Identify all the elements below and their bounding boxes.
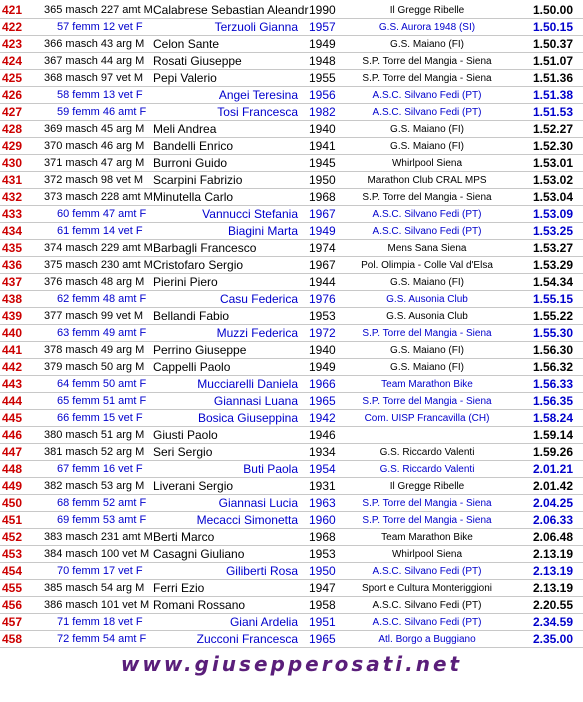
athlete-name-cell: Giannasi Lucia [218, 496, 298, 510]
birth-year-cell: 1953 [309, 309, 336, 323]
club-cell: Whirlpool Siena [391, 549, 463, 560]
result-row [0, 580, 583, 597]
athlete-name-cell: Buti Paola [243, 462, 298, 476]
time-cell: 2.01.42 [532, 479, 573, 493]
birth-year-cell: 1951 [309, 615, 336, 629]
birth-year-cell: 1950 [309, 173, 336, 187]
club-cell: G.S. Aurora 1948 (SI) [378, 22, 476, 33]
result-row [0, 529, 583, 546]
club-cell: S.P. Torre del Mangia - Siena [362, 515, 492, 526]
position-cell: 458 [2, 632, 23, 646]
birth-year-cell: 1976 [309, 292, 336, 306]
time-cell: 1.55.22 [532, 309, 573, 323]
position-cell: 450 [2, 496, 23, 510]
position-cell: 433 [2, 207, 23, 221]
result-row [0, 155, 583, 172]
result-row [0, 223, 583, 240]
time-cell: 1.52.27 [532, 122, 573, 136]
athlete-name-cell: Romani Rossano [153, 598, 246, 612]
athlete-name-cell: Rosati Giuseppe [153, 54, 242, 68]
athlete-name-cell: Minutella Carlo [153, 190, 234, 204]
category-cell: 382 masch 53 arg M [44, 480, 145, 492]
club-cell: Il Gregge Ribelle [389, 481, 465, 492]
category-cell: 369 masch 45 arg M [44, 123, 145, 135]
result-row [0, 308, 583, 325]
birth-year-cell: 1974 [309, 241, 336, 255]
birth-year-cell: 1960 [309, 513, 336, 527]
birth-year-cell: 1972 [309, 326, 336, 340]
category-cell: 57 femm 12 vet F [57, 21, 143, 33]
birth-year-cell: 1968 [309, 190, 336, 204]
athlete-name-cell: Barbagli Francesco [153, 241, 257, 255]
club-cell: S.P. Torre del Mangia - Siena [362, 328, 492, 339]
athlete-name-cell: Liverani Sergio [153, 479, 234, 493]
club-cell: G.S. Riccardo Valenti [379, 447, 475, 458]
club-cell: G.S. Maiano (FI) [390, 124, 464, 135]
category-cell: 66 femm 15 vet F [57, 412, 143, 424]
position-cell: 429 [2, 139, 23, 153]
birth-year-cell: 1947 [309, 581, 336, 595]
time-cell: 1.58.24 [532, 411, 573, 425]
birth-year-cell: 1968 [309, 530, 336, 544]
category-cell: 370 masch 46 arg M [44, 140, 145, 152]
athlete-name-cell: Giliberti Rosa [225, 564, 298, 578]
birth-year-cell: 1963 [309, 496, 336, 510]
athlete-name-cell: Mucciarelli Daniela [197, 377, 298, 391]
result-row [0, 53, 583, 70]
time-cell: 2.35.00 [532, 632, 573, 646]
position-cell: 440 [2, 326, 23, 340]
athlete-name-cell: Bellandi Fabio [153, 309, 230, 323]
club-cell: A.S.C. Silvano Fedi (PT) [372, 226, 482, 237]
position-cell: 424 [2, 54, 23, 68]
club-cell: S.P. Torre del Mangia - Siena [362, 192, 492, 203]
birth-year-cell: 1965 [309, 632, 336, 646]
position-cell: 421 [2, 3, 23, 17]
time-cell: 2.13.19 [532, 564, 573, 578]
club-cell: S.P. Torre del Mangia - Siena [362, 73, 492, 84]
birth-year-cell: 1940 [309, 122, 336, 136]
result-row [0, 614, 583, 631]
time-cell: 1.53.02 [532, 173, 573, 187]
position-cell: 437 [2, 275, 23, 289]
result-row [0, 257, 583, 274]
category-cell: 380 masch 51 arg M [44, 429, 145, 441]
athlete-name-cell: Giannasi Luana [213, 394, 298, 408]
result-row [0, 87, 583, 104]
club-cell: S.P. Torre del Mangia - Siena [362, 498, 492, 509]
club-cell: G.S. Maiano (FI) [390, 39, 464, 50]
result-row [0, 121, 583, 138]
athlete-name-cell: Tosi Francesca [217, 105, 298, 119]
time-cell: 1.59.26 [532, 445, 573, 459]
athlete-name-cell: Vannucci Stefania [202, 207, 298, 221]
athlete-name-cell: Scarpini Fabrizio [153, 173, 243, 187]
result-row [0, 70, 583, 87]
club-cell: Marathon Club CRAL MPS [367, 175, 487, 186]
time-cell: 1.51.38 [532, 88, 573, 102]
category-cell: 71 femm 18 vet F [57, 616, 143, 628]
time-cell: 1.53.01 [532, 156, 573, 170]
athlete-name-cell: Terzuoli Gianna [214, 20, 298, 34]
club-cell: Sport e Cultura Monteriggioni [361, 583, 493, 594]
result-row [0, 138, 583, 155]
category-cell: 58 femm 13 vet F [57, 89, 143, 101]
club-cell: A.S.C. Silvano Fedi (PT) [372, 209, 482, 220]
birth-year-cell: 1948 [309, 54, 336, 68]
time-cell: 2.34.59 [532, 615, 573, 629]
athlete-name-cell: Angei Teresina [218, 88, 298, 102]
time-cell: 1.54.34 [532, 275, 573, 289]
result-row [0, 240, 583, 257]
position-cell: 435 [2, 241, 23, 255]
result-row [0, 410, 583, 427]
time-cell: 1.52.30 [532, 139, 573, 153]
athlete-name-cell: Seri Sergio [153, 445, 213, 459]
category-cell: 381 masch 52 arg M [44, 446, 145, 458]
category-cell: 376 masch 48 arg M [44, 276, 145, 288]
position-cell: 455 [2, 581, 23, 595]
result-row [0, 206, 583, 223]
athlete-name-cell: Giani Ardelia [229, 615, 298, 629]
club-cell: G.S. Maiano (FI) [390, 345, 464, 356]
time-cell: 1.53.04 [532, 190, 573, 204]
category-cell: 68 femm 52 amt F [57, 497, 147, 509]
athlete-name-cell: Muzzi Federica [216, 326, 298, 340]
club-cell: Mens Sana Siena [387, 243, 467, 254]
time-cell: 2.13.19 [532, 547, 573, 561]
athlete-name-cell: Zucconi Francesca [196, 632, 298, 646]
position-cell: 442 [2, 360, 23, 374]
position-cell: 454 [2, 564, 23, 578]
result-row [0, 19, 583, 36]
birth-year-cell: 1942 [309, 411, 336, 425]
category-cell: 69 femm 53 amt F [57, 514, 147, 526]
time-cell: 1.51.53 [532, 105, 573, 119]
category-cell: 61 femm 14 vet F [57, 225, 143, 237]
birth-year-cell: 1954 [309, 462, 336, 476]
birth-year-cell: 1982 [309, 105, 336, 119]
result-row [0, 546, 583, 563]
category-cell: 378 masch 49 arg M [44, 344, 145, 356]
result-row [0, 342, 583, 359]
athlete-name-cell: Cristofaro Sergio [153, 258, 244, 272]
position-cell: 428 [2, 122, 23, 136]
position-cell: 451 [2, 513, 23, 527]
category-cell: 374 masch 229 amt M [44, 242, 153, 254]
athlete-name-cell: Perrino Giuseppe [153, 343, 247, 357]
club-cell: G.S. Maiano (FI) [390, 362, 464, 373]
time-cell: 1.51.36 [532, 71, 573, 85]
birth-year-cell: 1950 [309, 564, 336, 578]
time-cell: 1.55.15 [532, 292, 573, 306]
birth-year-cell: 1966 [309, 377, 336, 391]
club-cell: A.S.C. Silvano Fedi (PT) [372, 600, 482, 611]
club-cell: A.S.C. Silvano Fedi (PT) [372, 617, 482, 628]
category-cell: 371 masch 47 arg M [44, 157, 145, 169]
website-url[interactable]: www.giusepperosati.net [120, 652, 463, 676]
position-cell: 443 [2, 377, 23, 391]
category-cell: 379 masch 50 arg M [44, 361, 145, 373]
athlete-name-cell: Giusti Paolo [153, 428, 218, 442]
category-cell: 365 masch 227 amt M [44, 4, 153, 16]
club-cell: G.S. Maiano (FI) [390, 141, 464, 152]
time-cell: 1.56.35 [532, 394, 573, 408]
result-row [0, 512, 583, 529]
club-cell: Il Gregge Ribelle [389, 5, 465, 16]
athlete-name-cell: Mecacci Simonetta [196, 513, 298, 527]
category-cell: 383 masch 231 amt M [44, 531, 153, 543]
club-cell: G.S. Maiano (FI) [390, 277, 464, 288]
time-cell: 2.01.21 [532, 462, 573, 476]
category-cell: 375 masch 230 amt M [44, 259, 153, 271]
time-cell: 1.50.15 [532, 20, 573, 34]
result-row [0, 36, 583, 53]
athlete-name-cell: Bandelli Enrico [153, 139, 234, 153]
time-cell: 2.04.25 [532, 496, 573, 510]
result-row [0, 631, 583, 648]
club-cell: G.S. Ausonia Club [386, 294, 468, 305]
result-row [0, 2, 583, 19]
category-cell: 386 masch 101 vet M [44, 599, 150, 611]
birth-year-cell: 1965 [309, 394, 336, 408]
time-cell: 1.56.33 [532, 377, 573, 391]
time-cell: 1.51.07 [532, 54, 573, 68]
position-cell: 422 [2, 20, 23, 34]
athlete-name-cell: Casu Federica [219, 292, 298, 306]
result-row [0, 478, 583, 495]
birth-year-cell: 1957 [309, 20, 336, 34]
athlete-name-cell: Casagni Giuliano [153, 547, 245, 561]
time-cell: 1.50.00 [532, 3, 573, 17]
result-row [0, 172, 583, 189]
birth-year-cell: 1949 [309, 37, 336, 51]
club-cell: A.S.C. Silvano Fedi (PT) [372, 107, 482, 118]
result-row [0, 597, 583, 614]
birth-year-cell: 1945 [309, 156, 336, 170]
position-cell: 445 [2, 411, 23, 425]
club-cell: Team Marathon Bike [381, 532, 473, 543]
time-cell: 1.53.27 [532, 241, 573, 255]
time-cell: 2.20.55 [532, 598, 573, 612]
club-cell: S.P. Torre del Mangia - Siena [362, 56, 492, 67]
club-cell: Com. UISP Francavilla (CH) [364, 413, 490, 424]
result-row [0, 189, 583, 206]
athlete-name-cell: Calabrese Sebastian Aleandr [153, 3, 309, 17]
position-cell: 447 [2, 445, 23, 459]
category-cell: 70 femm 17 vet F [57, 565, 143, 577]
position-cell: 444 [2, 394, 23, 408]
position-cell: 423 [2, 37, 23, 51]
club-cell: Whirlpool Siena [391, 158, 463, 169]
category-cell: 384 masch 100 vet M [44, 548, 150, 560]
club-cell: Atl. Borgo a Buggiano [378, 634, 476, 645]
athlete-name-cell: Biagini Marta [227, 224, 298, 238]
category-cell: 64 femm 50 amt F [57, 378, 147, 390]
position-cell: 438 [2, 292, 23, 306]
athlete-name-cell: Meli Andrea [153, 122, 217, 136]
club-cell: G.S. Ausonia Club [386, 311, 468, 322]
result-row [0, 427, 583, 444]
result-row [0, 444, 583, 461]
time-cell: 2.13.19 [532, 581, 573, 595]
club-cell: Team Marathon Bike [381, 379, 473, 390]
time-cell: 1.55.30 [532, 326, 573, 340]
athlete-name-cell: Pepi Valerio [153, 71, 217, 85]
result-row [0, 359, 583, 376]
position-cell: 427 [2, 105, 23, 119]
athlete-name-cell: Bosica Giuseppina [197, 411, 298, 425]
time-cell: 2.06.33 [532, 513, 573, 527]
category-cell: 377 masch 99 vet M [44, 310, 144, 322]
time-cell: 1.53.29 [532, 258, 573, 272]
club-cell: Pol. Olimpia - Colle Val d'Elsa [361, 260, 493, 271]
birth-year-cell: 1949 [309, 224, 336, 238]
time-cell: 1.56.30 [532, 343, 573, 357]
result-row [0, 495, 583, 512]
club-cell: G.S. Riccardo Valenti [379, 464, 475, 475]
result-row [0, 461, 583, 478]
time-cell: 1.53.25 [532, 224, 573, 238]
position-cell: 456 [2, 598, 23, 612]
athlete-name-cell: Ferri Ezio [153, 581, 205, 595]
results-table [0, 2, 583, 648]
category-cell: 59 femm 46 amt F [57, 106, 147, 118]
birth-year-cell: 1931 [309, 479, 336, 493]
athlete-name-cell: Pierini Piero [153, 275, 218, 289]
position-cell: 448 [2, 462, 23, 476]
position-cell: 431 [2, 173, 23, 187]
time-cell: 1.59.14 [532, 428, 573, 442]
club-cell: A.S.C. Silvano Fedi (PT) [372, 90, 482, 101]
position-cell: 436 [2, 258, 23, 272]
club-cell: S.P. Torre del Mangia - Siena [362, 396, 492, 407]
result-row [0, 393, 583, 410]
category-cell: 373 masch 228 amt M [44, 191, 153, 203]
birth-year-cell: 1956 [309, 88, 336, 102]
result-row [0, 291, 583, 308]
time-cell: 1.56.32 [532, 360, 573, 374]
position-cell: 432 [2, 190, 23, 204]
birth-year-cell: 1967 [309, 258, 336, 272]
athlete-name-cell: Cappelli Paolo [153, 360, 231, 374]
position-cell: 457 [2, 615, 23, 629]
time-cell: 1.53.09 [532, 207, 573, 221]
position-cell: 446 [2, 428, 23, 442]
position-cell: 430 [2, 156, 23, 170]
birth-year-cell: 1967 [309, 207, 336, 221]
athlete-name-cell: Berti Marco [153, 530, 215, 544]
category-cell: 65 femm 51 amt F [57, 395, 147, 407]
result-row [0, 563, 583, 580]
athlete-name-cell: Celon Sante [153, 37, 220, 51]
position-cell: 426 [2, 88, 23, 102]
birth-year-cell: 1946 [309, 428, 336, 442]
result-row [0, 104, 583, 121]
birth-year-cell: 1953 [309, 547, 336, 561]
result-row [0, 376, 583, 393]
position-cell: 452 [2, 530, 23, 544]
birth-year-cell: 1958 [309, 598, 336, 612]
time-cell: 2.06.48 [532, 530, 573, 544]
birth-year-cell: 1955 [309, 71, 336, 85]
birth-year-cell: 1940 [309, 343, 336, 357]
birth-year-cell: 1941 [309, 139, 336, 153]
time-cell: 1.50.37 [532, 37, 573, 51]
result-row [0, 274, 583, 291]
position-cell: 439 [2, 309, 23, 323]
category-cell: 67 femm 16 vet F [57, 463, 143, 475]
category-cell: 72 femm 54 amt F [57, 633, 147, 645]
category-cell: 372 masch 98 vet M [44, 174, 144, 186]
birth-year-cell: 1934 [309, 445, 336, 459]
position-cell: 453 [2, 547, 23, 561]
birth-year-cell: 1990 [309, 3, 336, 17]
athlete-name-cell: Burroni Guido [153, 156, 228, 170]
category-cell: 385 masch 54 arg M [44, 582, 145, 594]
category-cell: 368 masch 97 vet M [44, 72, 144, 84]
position-cell: 425 [2, 71, 23, 85]
birth-year-cell: 1949 [309, 360, 336, 374]
category-cell: 367 masch 44 arg M [44, 55, 145, 67]
position-cell: 441 [2, 343, 23, 357]
position-cell: 434 [2, 224, 23, 238]
club-cell: A.S.C. Silvano Fedi (PT) [372, 566, 482, 577]
category-cell: 60 femm 47 amt F [57, 208, 147, 220]
category-cell: 63 femm 49 amt F [57, 327, 147, 339]
category-cell: 62 femm 48 amt F [57, 293, 147, 305]
result-row [0, 325, 583, 342]
category-cell: 366 masch 43 arg M [44, 38, 145, 50]
position-cell: 449 [2, 479, 23, 493]
birth-year-cell: 1944 [309, 275, 336, 289]
